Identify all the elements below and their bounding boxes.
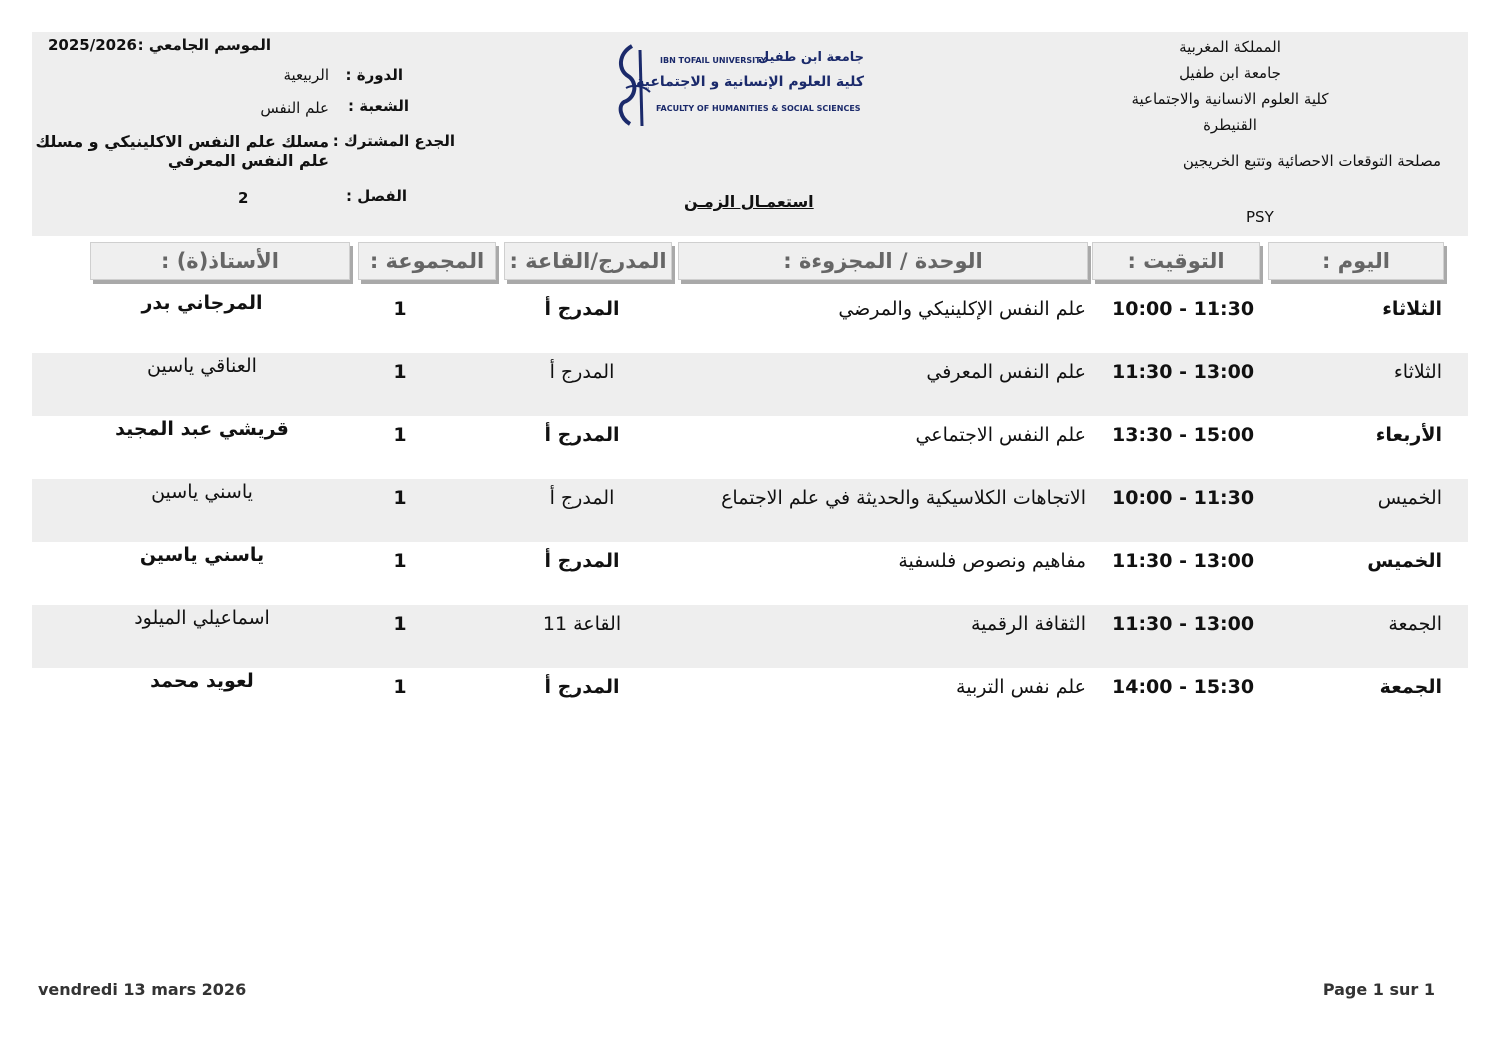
row-room: المدرج أ [549, 487, 615, 509]
session-value: الربيعية [283, 66, 329, 84]
table-row [32, 353, 1468, 416]
common-value-line-2: علم النفس المعرفي [167, 151, 329, 170]
row-time: 10:00 - 11:30 [1112, 298, 1255, 320]
row-room: المدرج أ [544, 676, 620, 698]
branch-value: علم النفس [260, 99, 329, 117]
kingdom-text: المملكة المغربية [1179, 38, 1281, 56]
row-time: 11:30 - 13:00 [1112, 361, 1255, 383]
row-group: 1 [393, 487, 407, 509]
logo-arabic-2: كلية العلوم الإنسانية و الاجتماعية [636, 74, 864, 90]
common-value [35, 132, 329, 170]
row-time: 14:00 - 15:30 [1112, 676, 1255, 698]
row-time: 11:30 - 13:00 [1112, 613, 1255, 635]
row-day: الثلاثاء [1393, 361, 1442, 383]
row-module: الثقافة الرقمية [970, 613, 1086, 635]
row-day: الجمعة [1379, 676, 1442, 698]
table-row [32, 290, 1468, 353]
row-module: علم نفس التربية [956, 676, 1086, 698]
col-header-day: اليوم : [1268, 242, 1444, 280]
logo-latin-text: IBN TOFAIL UNIVERSITY [660, 56, 767, 65]
row-room: المدرج أ [549, 361, 615, 383]
col-header-room: المدرج/القاعة : [504, 242, 672, 280]
faculty-text: كلية العلوم الانسانية والاجتماعية [1131, 90, 1329, 108]
logo-arabic-1: جامعة ابن طفيل [757, 50, 864, 65]
table-row [32, 668, 1468, 731]
common-label: الجدع المشترك : [332, 132, 455, 150]
university-text: جامعة ابن طفيل [1179, 64, 1281, 82]
row-group: 1 [393, 676, 407, 698]
row-group: 1 [393, 361, 407, 383]
service-text: مصلحة التوقعات الاحصائية وتتبع الخريجين [1182, 152, 1441, 170]
row-module: علم النفس المعرفي [926, 361, 1086, 383]
logo-latin-faculty: FACULTY OF HUMANITIES & SOCIAL SCIENCES [656, 104, 861, 113]
row-room: القاعة 11 [542, 613, 622, 635]
footer-date: vendredi 13 mars 2026 [38, 980, 247, 999]
col-header-group: المجموعة : [358, 242, 496, 280]
row-group: 1 [393, 550, 407, 572]
row-room: المدرج أ [544, 298, 620, 320]
row-day: الخميس [1367, 550, 1442, 572]
row-module: الاتجاهات الكلاسيكية والحديثة في علم الاجتماع [721, 487, 1086, 509]
row-group: 1 [393, 298, 407, 320]
city-text: القنيطرة [1203, 116, 1257, 134]
row-time: 13:30 - 15:00 [1112, 424, 1255, 446]
row-prof: ياسني ياسين [139, 544, 265, 566]
row-prof: لعويد محمد [150, 670, 254, 692]
university-logo [610, 40, 870, 132]
row-module: مفاهيم ونصوص فلسفية [898, 550, 1086, 572]
row-group: 1 [393, 613, 407, 635]
row-time: 11:30 - 13:00 [1112, 550, 1255, 572]
row-time: 10:00 - 11:30 [1112, 487, 1255, 509]
row-day: الجمعة [1388, 613, 1442, 635]
document-title: استعمـال الزمـن [684, 192, 814, 211]
col-header-time: التوقيت : [1092, 242, 1260, 280]
row-module: علم النفس الاجتماعي [915, 424, 1086, 446]
row-room: المدرج أ [544, 424, 620, 446]
row-room: المدرج أ [544, 550, 620, 572]
row-day: الثلاثاء [1382, 298, 1442, 320]
table-row [32, 479, 1468, 542]
col-header-prof: الأستاذ(ة) : [90, 242, 350, 280]
row-prof: ياسني ياسين [151, 481, 253, 503]
session-label: الدورة : [345, 66, 403, 84]
col-header-module: الوحدة / المجزوءة : [678, 242, 1088, 280]
common-value-line-1: مسلك علم النفس الاكلينيكي و مسلك [35, 132, 329, 151]
row-prof: قريشي عبد المجيد [115, 418, 289, 440]
institution-block [1110, 34, 1350, 138]
footer-page: Page 1 sur 1 [1322, 980, 1435, 999]
table-row [32, 542, 1468, 605]
row-prof: العناقي ياسين [147, 355, 257, 377]
table-row [32, 416, 1468, 479]
row-day: الخميس [1377, 487, 1442, 509]
semester-label: الفصل : [346, 187, 407, 205]
season-value: 2025/2026 [48, 36, 137, 54]
row-module: علم النفس الإكلينيكي والمرضي [838, 298, 1086, 320]
season-label: الموسم الجامعي : [137, 36, 271, 54]
row-group: 1 [393, 424, 407, 446]
semester-value: 2 [238, 189, 249, 207]
row-prof: اسماعيلي الميلود [134, 607, 270, 629]
row-prof: المرجاني بدر [141, 292, 263, 314]
table-row [32, 605, 1468, 668]
row-day: الأربعاء [1375, 424, 1442, 446]
code-text: PSY [1246, 208, 1274, 226]
branch-label: الشعبة : [348, 97, 409, 115]
